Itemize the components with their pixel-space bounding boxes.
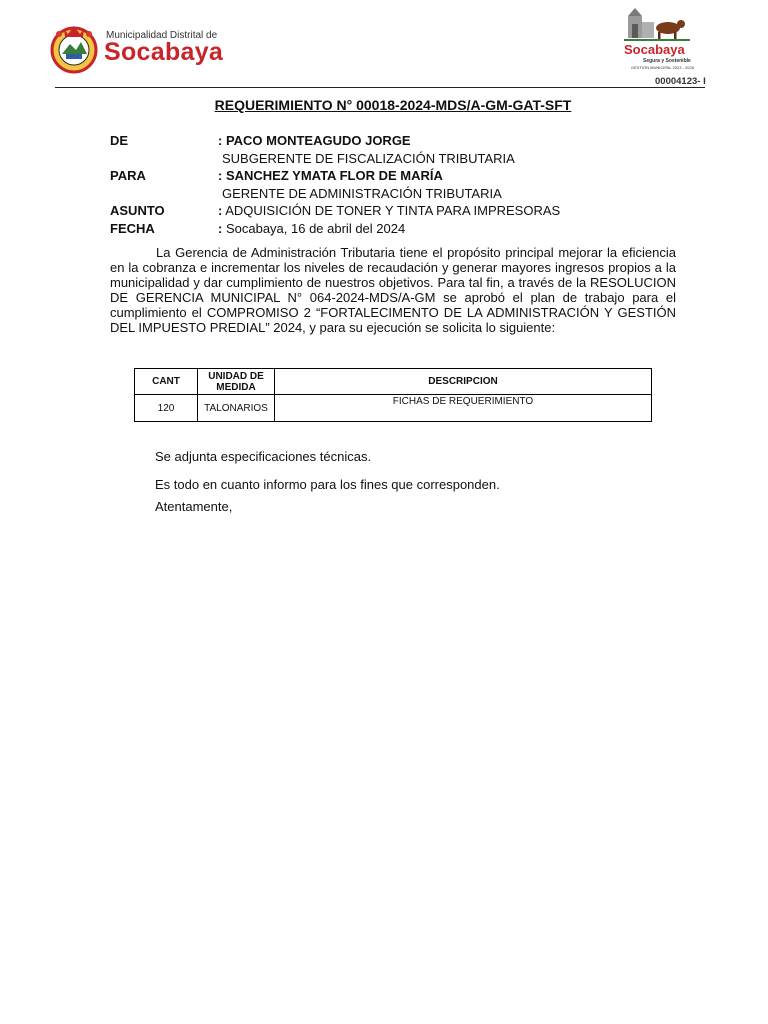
cell-descripcion: FICHAS DE REQUERIMIENTO — [275, 395, 652, 422]
asunto-label: ASUNTO — [110, 203, 165, 218]
de-label: DE — [110, 133, 129, 148]
col-header-unidad: UNIDAD DE MEDIDA — [198, 369, 275, 395]
de-position: SUBGERENTE DE FISCALIZACIÓN TRIBUTARIA — [222, 151, 515, 166]
closing-statement: Es todo en cuanto informo para los fines que corresponden. — [155, 477, 500, 492]
asunto-colon: : — [218, 203, 223, 218]
church-oxen-logo — [622, 6, 692, 46]
right-logo-tagline: Segura y Sostenible — [643, 58, 691, 64]
body-paragraph: La Gerencia de Administración Tributaria tiene el propósito principal mejorar la eficiencia en la cobranza e incrementar los niveles de recaudación y generar mayores ingresos propios a la municipalidad y dar cumplimiento de nuestros objetivos. Para tal fin, a través de la RESOLUCION DE GERENCIA MUNICIPAL N° 064-2024-MDS/A-GM se aprobó el plan de trabajo para el cumplimiento el COMPROMISO 2 “FORTALECIMENTO DE LA ADMINISTRACIÓN Y GESTIÓN DEL IMPUESTO PREDIAL” 2024, y para su ejecución se solicita lo siguiente: — [110, 245, 676, 335]
cell-cant: 120 — [135, 395, 198, 422]
cell-unidad: TALONARIOS — [198, 395, 275, 422]
de-value: : PACO MONTEAGUDO JORGE — [218, 133, 411, 148]
right-logo-subtag: GESTIÓN MUNICIPAL 2023 - 2026 — [631, 65, 694, 70]
fecha-value: Socabaya, 16 de abril del 2024 — [222, 221, 406, 236]
fecha-row — [218, 221, 405, 236]
fecha-colon: : — [218, 221, 223, 236]
attachment-note: Se adjunta especificaciones técnicas. — [155, 449, 372, 464]
municipality-seal-logo — [50, 20, 98, 76]
municipality-name-small: Municipalidad Distrital de — [106, 30, 218, 41]
document-title: REQUERIMIENTO N° 00018-2024-MDS/A-GM-GAT-SFT — [214, 97, 572, 113]
fecha-label: FECHA — [110, 221, 155, 236]
para-position: GERENTE DE ADMINISTRACIÓN TRIBUTARIA — [222, 186, 502, 201]
asunto-value: ADQUISICIÓN DE TONER Y TINTA PARA IMPRESORAS — [222, 203, 561, 218]
header-divider — [55, 87, 705, 88]
municipality-name-big: Socabaya — [104, 38, 224, 66]
para-label: PARA — [110, 168, 146, 183]
table-header-row — [135, 369, 652, 395]
requirement-table — [134, 368, 652, 422]
right-logo-name: Socabaya — [624, 42, 685, 57]
document-code: 00004123- I — [655, 76, 706, 87]
col-header-descripcion: DESCRIPCION — [275, 369, 652, 395]
sign-off: Atentamente, — [155, 499, 233, 514]
table-row — [135, 395, 652, 422]
col-header-cant: CANT — [135, 369, 198, 395]
para-value: : SANCHEZ YMATA FLOR DE MARÍA — [218, 168, 443, 183]
asunto-row — [218, 203, 560, 218]
